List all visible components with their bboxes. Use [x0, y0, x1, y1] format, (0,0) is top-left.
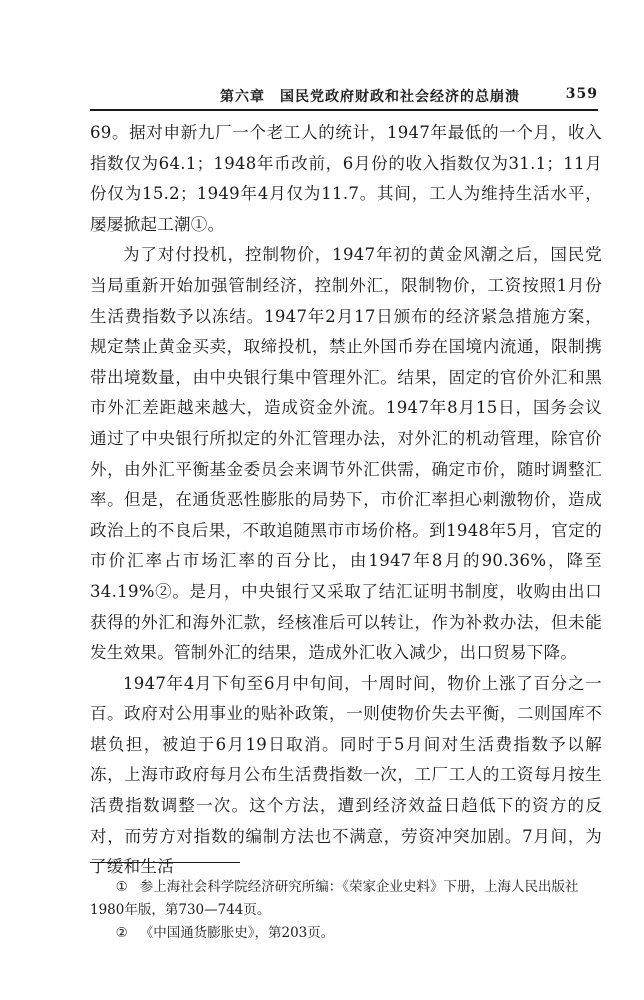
footnote-1-mark: ① — [115, 879, 128, 895]
footnote-1 — [90, 876, 602, 922]
page-number: 359 — [565, 86, 598, 102]
paragraph-1: 69。据对申新九厂一个老工人的统计，1947年最低的一个月，收入指数仅为64.1；1948年币改前，6月份的收入指数仅为31.1；11月份仅为15.2；1949年4月仅为11.7。其间，工人为维持生活水平，屡屡掀起工潮①。 — [90, 123, 602, 234]
footnote-divider — [90, 862, 240, 863]
footnote-2-mark: ② — [115, 925, 128, 941]
footnote-2-text: 《中国通货膨胀史》，第203页。 — [139, 925, 335, 941]
running-header — [90, 86, 598, 108]
footnote-1-text: 参上海社会科学院经济研究所编：《荣家企业史料》下册，上海人民出版社1980年版，第730—744页。 — [90, 879, 579, 918]
header-divider — [90, 109, 598, 111]
footnote-2 — [90, 922, 602, 945]
paragraph-2: 为了对付投机，控制物价，1947年初的黄金风潮之后，国民党当局重新开始加强管制经济，控制外汇，限制物价，工资按照1月份生活费指数予以冻结。1947年2月17日颁布的经济紧急措施方案，规定禁止黄金买卖，取缔投机，禁止外国币券在国境内流通，限制携带出境数量，由中央银行集中管理外汇。结果，固定的官价外汇和黑市外汇差距越来越大，造成资金外流。1947年8月15日，国务会议通过了中央银行所拟定的外汇管理办法，对外汇的机动管理，除官价外，由外汇平衡基金委员会来调节外汇供需，确定市价，随时调整汇率。但是，在通货恶性膨胀的局势下，市价汇率担心刺激物价，造成政治上的不良后果，不敢追随黑市市场价格。到1948年5月，官定的市价汇率占市场汇率的百分比，由1947年8月的90.36%，降至34.19%②。是月，中央银行又采取了结汇证明书制度，收购由出口获得的外汇和海外汇款，经核准后可以转让，作为补救办法，但未能发生效果。管制外汇的结果，造成外汇收入减少，出口贸易下降。 — [90, 245, 602, 663]
body-text — [90, 118, 602, 883]
chapter-title: 第六章 国民党政府财政和社会经济的总崩溃 — [220, 89, 520, 105]
paragraph-3: 1947年4月下旬至6月中旬间，十周时间，物价上涨了百分之一百。政府对公用事业的贴补政策，一则使物价失去平衡，二则国库不堪负担，被迫于6月19日取消。同时于5月间对生活费指数予以解冻，上海市政府每月公布生活费指数一次，工厂工人的工资每月按生活费指数调整一次。这个方法，遭到经济效益日趋低下的资方的反对，而劳方对指数的编制方法也不满意，劳资冲突加剧。7月间，为了缓和生活 — [90, 673, 602, 877]
footnotes — [90, 876, 602, 945]
